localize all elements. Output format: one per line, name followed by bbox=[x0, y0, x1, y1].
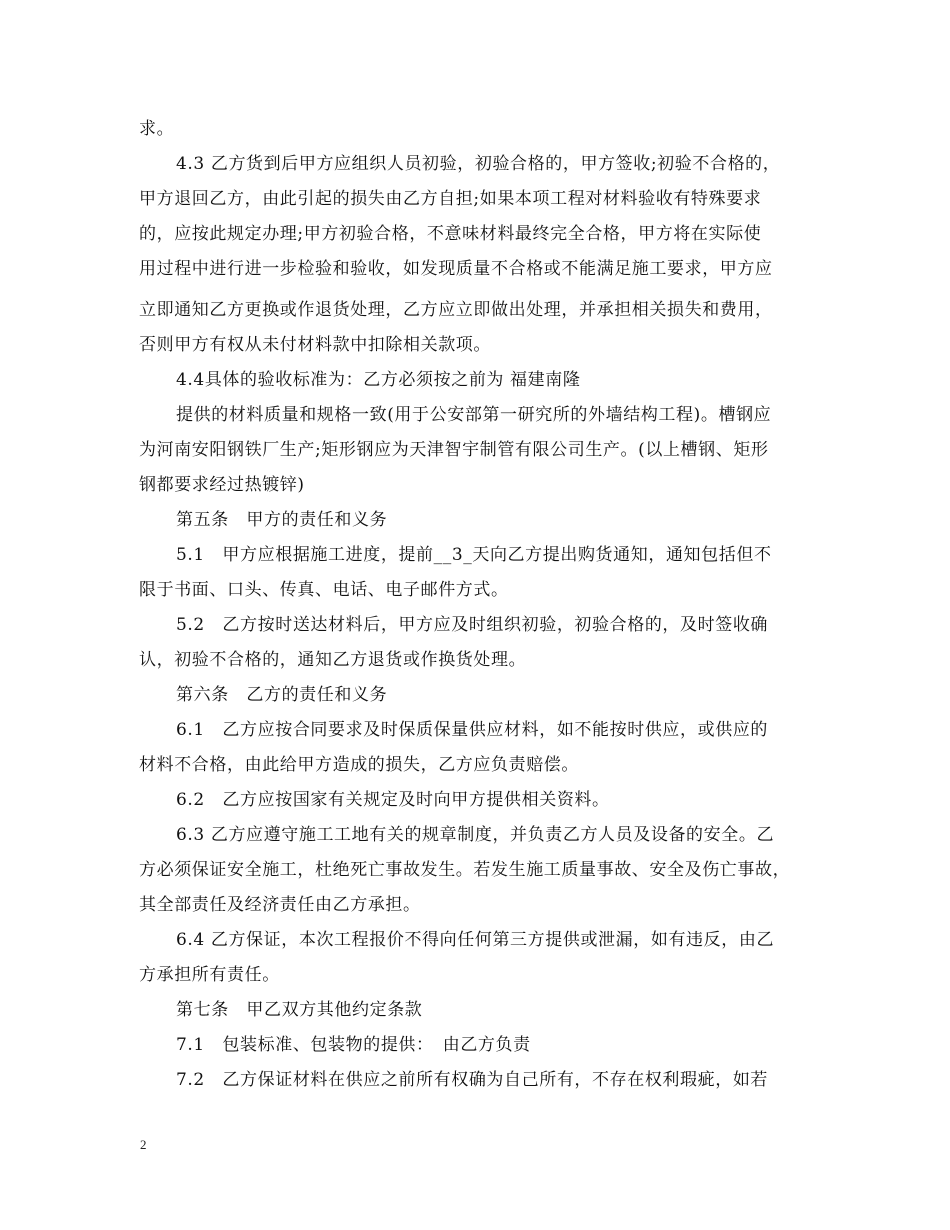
text-line: 提供的材料质量和规格一致(用于公安部第一研究所的外墙结构工程)。槽钢应 bbox=[176, 405, 772, 425]
text-line: 认，初验不合格的，通知乙方退货或作换货处理。 bbox=[139, 650, 527, 670]
text-line: 4.3 乙方货到后甲方应组织人员初验，初验合格的，甲方签收;初验不合格的， bbox=[176, 154, 781, 174]
text-line: 求。 bbox=[139, 119, 175, 139]
section-heading: 第五条 甲方的责任和义务 bbox=[176, 510, 388, 530]
text-line: 7.2 乙方保证材料在供应之前所有权确为自己所有，不存在权利瑕疵，如若 bbox=[176, 1070, 769, 1090]
text-line: 钢都要求经过热镀锌) bbox=[139, 475, 305, 495]
text-line: 5.1 甲方应根据施工进度，提前__3_天向乙方提出购货通知，通知包括但不 bbox=[176, 545, 772, 565]
text-line: 限于书面、口头、传真、电话、电子邮件方式。 bbox=[139, 580, 509, 600]
text-line: 的，应按此规定办理;甲方初验合格，不意味材料最终完全合格，甲方将在实际使 bbox=[139, 224, 762, 244]
page-number: 2 bbox=[140, 1137, 147, 1152]
text-line: 立即通知乙方更换或作退货处理，乙方应立即做出处理，并承担相关损失和费用， bbox=[139, 300, 773, 320]
text-line: 6.4 乙方保证，本次工程报价不得向任何第三方提供或泄漏，如有违反，由乙 bbox=[176, 930, 775, 950]
text-line: 材料不合格，由此给甲方造成的损失，乙方应负责赔偿。 bbox=[139, 755, 579, 775]
section-heading: 第六条 乙方的责任和义务 bbox=[176, 685, 388, 705]
text-line: 6.2 乙方应按国家有关规定及时向甲方提供相关资料。 bbox=[176, 790, 610, 810]
text-line: 否则甲方有权从未付材料款中扣除相关款项。 bbox=[139, 335, 491, 355]
text-line: 方承担所有责任。 bbox=[139, 965, 280, 985]
text-line: 方必须保证安全施工，杜绝死亡事故发生。若发生施工质量事故、安全及伤亡事故， bbox=[139, 860, 791, 880]
section-heading: 第七条 甲乙双方其他约定条款 bbox=[176, 1000, 423, 1020]
text-line: 其全部责任及经济责任由乙方承担。 bbox=[139, 895, 421, 915]
text-line: 4.4具体的验收标准为：乙方必须按之前为 福建南隆 bbox=[176, 370, 581, 390]
text-line: 用过程中进行进一步检验和验收，如发现质量不合格或不能满足施工要求，甲方应 bbox=[139, 259, 773, 279]
text-line: 5.2 乙方按时送达材料后，甲方应及时组织初验，初验合格的，及时签收确 bbox=[176, 615, 769, 635]
text-line: 为河南安阳钢铁厂生产;矩形钢应为天津智宇制管有限公司生产。(以上槽钢、矩形 bbox=[139, 440, 769, 460]
text-line: 甲方退回乙方，由此引起的损失由乙方自担;如果本项工程对材料验收有特殊要求 bbox=[139, 189, 762, 209]
text-line: 6.3 乙方应遵守施工工地有关的规章制度，并负责乙方人员及设备的安全。乙 bbox=[176, 825, 775, 845]
text-line: 6.1 乙方应按合同要求及时保质保量供应材料，如不能按时供应，或供应的 bbox=[176, 720, 769, 740]
text-line: 7.1 包装标准、包装物的提供： 由乙方负责 bbox=[176, 1035, 531, 1055]
